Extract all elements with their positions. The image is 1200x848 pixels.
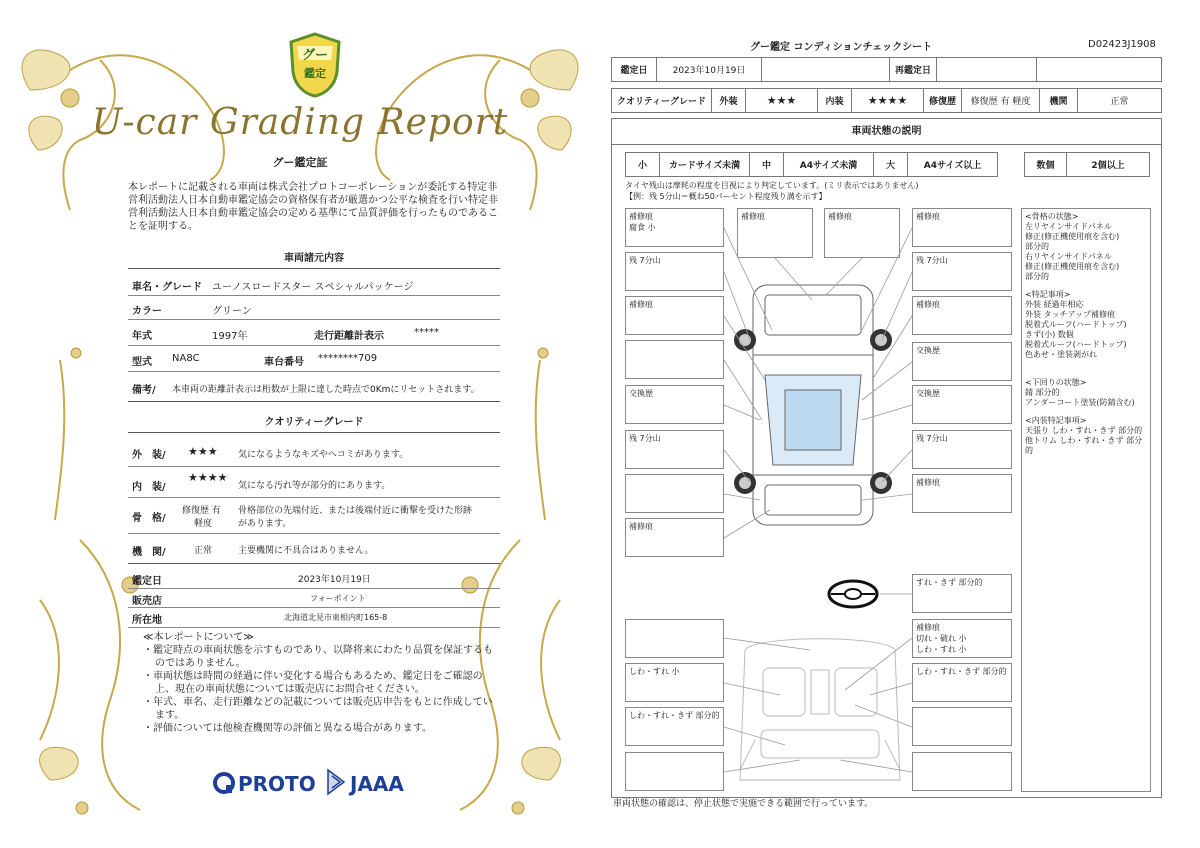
repair-value: 修復歴 有 軽度: [962, 89, 1040, 113]
spec-row-color: [128, 296, 500, 320]
side-line: きず(小) 数個: [1025, 330, 1074, 339]
int-stars: ★★★★: [852, 89, 924, 113]
legend-small: 小: [626, 153, 660, 177]
side-line: <骨格の状態>: [1025, 212, 1079, 221]
frame-value-1: 修復歴 有: [182, 506, 221, 516]
exterior-stars: ★★★: [188, 445, 218, 458]
tire-note-line1: タイヤ残山は摩耗の程度を目視により判定しています。(ミリ表示ではありません): [625, 181, 919, 190]
side-line: 部分的: [1025, 242, 1049, 251]
side-line: 修正(修正機使用痕を含む): [1025, 232, 1120, 241]
empty-cell: [762, 58, 890, 82]
spacer: [1025, 282, 1147, 290]
ext-label: 外装: [712, 89, 746, 113]
callout-text: 交換歴: [629, 389, 653, 398]
engine-label: 機 関/: [132, 547, 166, 558]
redate-value: [937, 58, 1037, 82]
callout-box: [625, 518, 724, 557]
script-title: U-car Grading Report: [91, 102, 509, 143]
callout-text: 残 7分山: [916, 434, 948, 443]
side-line: 左リヤインサイドパネル: [1025, 222, 1112, 231]
model-label: 型式: [132, 357, 152, 368]
callout-text: 残 7分山: [629, 434, 661, 443]
callout-text: 補修痕: [916, 212, 940, 221]
mileage-label: 走行距離計表示: [314, 331, 384, 342]
info-row-location: [128, 608, 500, 628]
date-value: 2023年10月19日: [657, 58, 762, 82]
proto-logo-icon: [212, 771, 236, 795]
side-line: 色あせ・塗装剥がれ: [1025, 350, 1097, 359]
condition-check-sheet: [600, 0, 1200, 848]
exterior-label: 外 装/: [132, 450, 166, 461]
callout-box: [625, 474, 724, 513]
empty-cell: [1037, 58, 1162, 82]
callout-text: 補修痕: [629, 212, 653, 221]
legend-large-desc: A4サイズ以上: [908, 153, 998, 177]
ext-stars: ★★★: [746, 89, 818, 113]
date-label: 鑑定日: [612, 58, 657, 82]
engine-value: 正常: [194, 546, 213, 556]
callout-text: 補修痕: [629, 300, 653, 309]
spec-row-model: [128, 346, 500, 372]
spec-row-name: [128, 272, 500, 296]
frame-value-2: 軽度: [194, 519, 213, 529]
callout-text: 交換歴: [916, 389, 940, 398]
side-line: 外装 タッチアップ補修痕: [1025, 310, 1115, 319]
legend-medium-desc: A4サイズ未満: [784, 153, 874, 177]
specs-heading: 車両諸元内容: [128, 249, 500, 269]
date-value: 2023年10月19日: [298, 575, 371, 585]
sheet-code: D02423J1908: [1088, 39, 1156, 50]
color-value: グリーン: [212, 306, 252, 317]
callout-text: 残 7分山: [629, 256, 661, 265]
side-line: アンダーコート塗装(防錆含む): [1025, 398, 1135, 407]
callout-box: [737, 208, 813, 258]
engine-desc: 主要機関に不具合はありません。: [238, 546, 374, 556]
engine-value: 正常: [1078, 89, 1162, 113]
car-top-view-diagram: [725, 255, 905, 545]
grade-row-engine: [128, 534, 500, 564]
repair-label: 修復歴: [924, 89, 962, 113]
chassis-value: ********709: [318, 353, 378, 364]
callout-box: [625, 430, 724, 469]
sheet-title: グー鑑定 コンディションチェックシート: [750, 42, 933, 53]
callout-text: 切れ・破れ 小: [916, 634, 967, 643]
callout-text: しわ・すれ 小: [629, 667, 680, 676]
side-line: 部分的: [1025, 272, 1049, 281]
legend-count: 数個: [1025, 153, 1067, 177]
grade-row-exterior: [128, 436, 500, 467]
grade-row-frame: [128, 498, 500, 534]
proto-logo: PROTO: [238, 772, 316, 796]
year-value: 1997年: [212, 331, 248, 342]
tire-note: [625, 180, 918, 202]
panel-title: 車両状態の説明: [612, 119, 1161, 145]
callout-text: 補修痕: [828, 212, 852, 221]
svg-text:鑑定: 鑑定: [304, 67, 326, 80]
chassis-label: 車台番号: [264, 357, 304, 368]
notes-heading: ≪本レポートについて≫: [143, 632, 254, 643]
callout-box: [625, 752, 724, 791]
side-line: 脱着式ルーフ(ハードトップ): [1025, 320, 1127, 329]
steering-wheel-icon: [826, 578, 880, 610]
callout-box: [912, 430, 1012, 469]
side-line: <特記事項>: [1025, 290, 1071, 299]
grade-row-interior: [128, 467, 500, 498]
legend-large: 大: [874, 153, 908, 177]
callout-box: [912, 663, 1012, 702]
side-line: 修正(修正機使用痕を含む): [1025, 262, 1120, 271]
frame-desc-1: 骨格部位の先端付近、または後端付近に衝撃を受けた形跡: [238, 506, 473, 516]
callout-box: [912, 342, 1012, 381]
side-line: 他トリム しわ・すれ・きず 部分的: [1025, 436, 1143, 455]
remarks-value: 本車両の距離計表示は桁数が上限に達した時点で0Kmにリセットされます。: [172, 385, 480, 395]
dealer-value: フォーポイント: [310, 594, 366, 603]
sheet-footer: 車両状態の確認は、停止状態で実施できる範囲で行っています。: [613, 799, 874, 809]
report-notes: [143, 631, 493, 735]
location-label: 所在地: [132, 615, 162, 626]
callout-text: 交換歴: [916, 346, 940, 355]
callout-box: [912, 252, 1012, 291]
location-value: 北海道北見市東相内町165-8: [284, 613, 388, 622]
callout-box: [625, 707, 724, 746]
svg-text:グー: グー: [301, 48, 329, 63]
callout-box: [912, 752, 1012, 791]
spec-row-year: [128, 320, 500, 346]
spacer: [1025, 360, 1147, 378]
callout-box: [912, 707, 1012, 746]
year-label: 年式: [132, 331, 152, 342]
goo-appraisal-shield-icon: [287, 32, 343, 98]
interior-desc: 気になる汚れ等が部分的にあります。: [238, 481, 391, 491]
remarks-label: 備考/: [132, 385, 156, 396]
spacer: [1025, 408, 1147, 416]
int-label: 内装: [818, 89, 852, 113]
model-value: NA8C: [172, 353, 200, 364]
callout-text: 残 7分山: [916, 256, 948, 265]
callout-text: 補修痕: [629, 522, 653, 531]
callout-box: [625, 663, 724, 702]
redate-label: 再鑑定日: [890, 58, 937, 82]
condition-notes: [1021, 208, 1151, 792]
legend-count-desc: 2個以上: [1067, 153, 1150, 177]
callout-text: しわ・すれ・きず 部分的: [629, 711, 720, 720]
date-label: 鑑定日: [132, 576, 162, 587]
dealer-label: 販売店: [132, 596, 162, 607]
callout-box: [912, 474, 1012, 513]
frame-desc-2: があります。: [238, 519, 292, 529]
certificate-statement: 本レポートに記載される車両は株式会社プロトコーポレーションが委託する特定非営利活動法人日本自動車鑑定協会の資格保有者が厳選かつ公平な検査を行い特定非営利活動法人日本自動車鑑定協会の定める基準にて品質評価を行ったものであることを証明する。: [128, 182, 498, 232]
mileage-value: *****: [414, 327, 439, 338]
callout-box: [824, 208, 900, 258]
note-item: ・評価については他検査機関等の評価と異なる場合があります。: [143, 723, 432, 734]
side-line: 天張り しわ・すれ・きず 部分的: [1025, 426, 1143, 435]
side-line: 外装 経過年相応: [1025, 300, 1084, 309]
callout-text: 腐食 小: [629, 223, 656, 232]
frame-label: 骨 格/: [132, 513, 166, 524]
callout-box: [912, 385, 1012, 424]
callout-text: しわ・すれ・きず 部分的: [916, 667, 1007, 676]
name-label: 車名・グレード: [132, 282, 202, 293]
callout-box: [625, 340, 724, 379]
note-item: ・年式、車名、走行距離などの記載については販売店申告をもとに作成しています。: [143, 697, 493, 721]
note-item: ・鑑定時点の車両状態を示すものであり、以降将来にわたり品質を保証するものではありません。: [143, 645, 493, 669]
grade-label: クオリティーグレード: [612, 89, 712, 113]
interior-stars: ★★★★: [188, 471, 228, 484]
callout-text: しわ・すれ 小: [916, 645, 967, 654]
date-table: [611, 57, 1162, 82]
callout-text: 補修痕: [741, 212, 765, 221]
side-line: <下回りの状態>: [1025, 378, 1087, 387]
callout-box: [625, 385, 724, 424]
name-value: ユーノスロードスター スペシャルパッケージ: [212, 282, 414, 293]
size-legend: [625, 152, 998, 177]
callout-box: [912, 619, 1012, 658]
certificate-title: グー鑑定証: [272, 156, 328, 169]
callout-text: すれ・きず 部分的: [916, 578, 983, 587]
callout-box: [625, 619, 724, 658]
callout-box: [625, 296, 724, 335]
tire-note-line2: 【例：残 5分山＝概ね50パーセント程度残り溝を示す】: [625, 192, 827, 201]
interior-label: 内 装/: [132, 482, 166, 493]
side-line: <内装特記事項>: [1025, 416, 1087, 425]
side-line: 右リヤインサイドパネル: [1025, 252, 1112, 261]
callout-text: 補修痕: [916, 300, 940, 309]
callout-box: [912, 296, 1012, 335]
engine-label: 機関: [1040, 89, 1078, 113]
exterior-desc: 気になるようなキズやヘコミがあります。: [238, 450, 409, 460]
callout-text: 補修痕: [916, 478, 940, 487]
callout-box: [625, 252, 724, 291]
info-row-date: [128, 567, 500, 589]
callout-box: [912, 208, 1012, 247]
color-label: カラー: [132, 306, 162, 317]
callout-text: 補修痕: [916, 623, 940, 632]
side-line: 錆 部分的: [1025, 388, 1060, 397]
car-interior-diagram: [735, 630, 905, 790]
grade-heading: クオリティーグレード: [128, 413, 500, 433]
info-row-dealer: [128, 589, 500, 608]
jaaa-logo: JAAA: [350, 772, 404, 796]
legend-small-desc: カードサイズ未満: [660, 153, 750, 177]
legend-medium: 中: [750, 153, 784, 177]
callout-box: [912, 574, 1012, 613]
callout-box: [625, 208, 724, 247]
jaaa-logo-icon: [326, 768, 346, 796]
count-legend: [1024, 152, 1150, 177]
side-line: 脱着式ルーフ(ハードトップ): [1025, 340, 1127, 349]
spec-row-remarks: [128, 372, 500, 402]
grade-table: [611, 88, 1162, 113]
note-item: ・車両状態は時間の経過に伴い変化する場合もあるため、鑑定日をご確認の上、現在の車両状態については販売店にお問合せください。: [143, 671, 483, 695]
